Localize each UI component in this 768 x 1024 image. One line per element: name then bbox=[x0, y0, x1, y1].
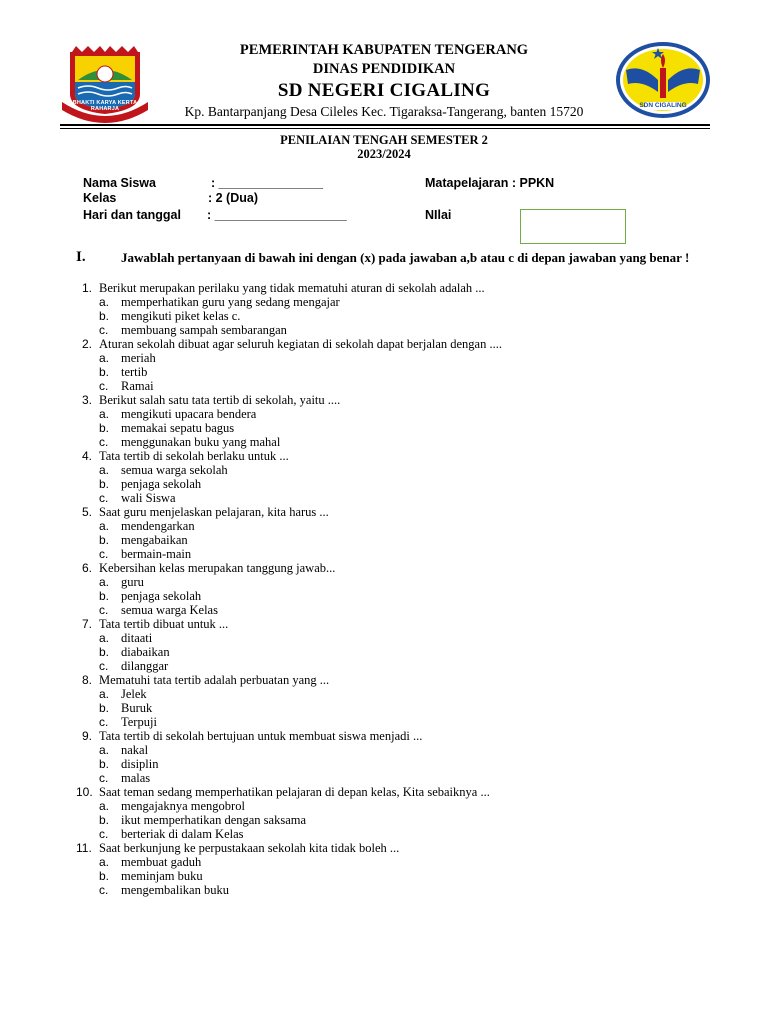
class-value: : 2 (Dua) bbox=[208, 191, 258, 205]
question-number: 1. bbox=[82, 281, 93, 295]
option-text[interactable]: mengembalikan buku bbox=[121, 883, 229, 897]
option-letter[interactable]: b. bbox=[99, 701, 110, 715]
question-text: Saat teman sedang memperhatikan pelajaran di depan kelas, Kita sebaiknya ... bbox=[99, 785, 490, 799]
option-letter[interactable]: a. bbox=[99, 463, 110, 477]
question-text: Tata tertib di sekolah berlaku untuk ... bbox=[99, 449, 289, 463]
exam-title: PENILAIAN TENGAH SEMESTER 2 bbox=[280, 133, 488, 147]
question-number: 7. bbox=[82, 617, 93, 631]
question-number: 3. bbox=[82, 393, 93, 407]
question-text: Aturan sekolah dibuat agar seluruh kegiatan di sekolah dapat berjalan dengan .... bbox=[99, 337, 502, 351]
option-text[interactable]: malas bbox=[121, 771, 151, 785]
option-text[interactable]: mendengarkan bbox=[121, 519, 195, 533]
option-letter[interactable]: c. bbox=[99, 771, 109, 785]
option-letter[interactable]: a. bbox=[99, 575, 110, 589]
sdn-cigaling-logo bbox=[614, 40, 712, 120]
option-text[interactable]: memperhatikan guru yang sedang mengajar bbox=[121, 295, 340, 309]
question-text: Tata tertib di sekolah bertujuan untuk membuat siswa menjadi ... bbox=[99, 729, 423, 743]
question-number: 9. bbox=[82, 729, 93, 743]
date-field[interactable]: : ___________________ bbox=[207, 208, 347, 222]
logo-motto-text: BHAKTI KARYA KERTA RAHARJA bbox=[72, 100, 138, 112]
option-letter[interactable]: a. bbox=[99, 519, 110, 533]
option-letter[interactable]: a. bbox=[99, 687, 110, 701]
name-field[interactable]: : _______________ bbox=[211, 176, 323, 190]
option-text[interactable]: mengikuti upacara bendera bbox=[121, 407, 257, 421]
option-letter[interactable]: c. bbox=[99, 603, 109, 617]
option-text[interactable]: ikut memperhatikan dengan saksama bbox=[121, 813, 307, 827]
option-text[interactable]: penjaga sekolah bbox=[121, 589, 202, 603]
option-letter[interactable]: c. bbox=[99, 379, 109, 393]
question-text: Berikut salah satu tata tertib di sekolah, yaitu .... bbox=[99, 393, 341, 407]
question-number: 2. bbox=[82, 337, 93, 351]
option-text[interactable]: mengajaknya mengobrol bbox=[121, 799, 245, 813]
option-letter[interactable]: b. bbox=[99, 589, 110, 603]
option-text[interactable]: semua warga Kelas bbox=[121, 603, 218, 617]
option-text[interactable]: Terpuji bbox=[121, 715, 157, 729]
section-instruction: Jawablah pertanyaan di bawah ini dengan (x) pada jawaban a,b atau c di depan jawaban yang benar ! bbox=[121, 250, 690, 265]
question-text: Berikut merupakan perilaku yang tidak mematuhi aturan di sekolah adalah ... bbox=[99, 281, 485, 295]
option-letter[interactable]: c. bbox=[99, 659, 109, 673]
question-number: 11. bbox=[76, 841, 92, 855]
option-letter[interactable]: a. bbox=[99, 295, 110, 309]
question-text: Saat guru menjelaskan pelajaran, kita harus ... bbox=[99, 505, 329, 519]
option-letter[interactable]: c. bbox=[99, 827, 109, 841]
option-letter[interactable]: b. bbox=[99, 309, 110, 323]
question-number: 6. bbox=[82, 561, 93, 575]
option-letter[interactable]: a. bbox=[99, 407, 110, 421]
option-text[interactable]: membuat gaduh bbox=[121, 855, 202, 869]
class-label: Kelas bbox=[83, 191, 117, 205]
question-number: 4. bbox=[82, 449, 93, 463]
question-number: 8. bbox=[82, 673, 93, 687]
score-box[interactable] bbox=[520, 209, 626, 244]
option-text[interactable]: dilanggar bbox=[121, 659, 169, 673]
question-number: 10. bbox=[76, 785, 93, 799]
school-address: Kp. Bantarpanjang Desa Cileles Kec. Tigaraksa-Tangerang, banten 15720 bbox=[184, 104, 584, 119]
date-label: Hari dan tanggal bbox=[83, 208, 181, 222]
option-letter[interactable]: a. bbox=[99, 631, 110, 645]
question-text: Tata tertib dibuat untuk ... bbox=[99, 617, 229, 631]
government-title: PEMERINTAH KABUPATEN TENGERANG bbox=[239, 42, 529, 58]
option-text[interactable]: Buruk bbox=[121, 701, 153, 715]
option-letter[interactable]: c. bbox=[99, 547, 109, 561]
question-text: Saat berkunjung ke perpustakaan sekolah kita tidak boleh ... bbox=[99, 841, 400, 855]
exam-year: 2023/2024 bbox=[357, 147, 411, 161]
school-name: SD NEGERI CIGALING bbox=[277, 80, 491, 101]
option-text[interactable]: mengabaikan bbox=[121, 533, 188, 547]
option-text[interactable]: membuang sampah sembarangan bbox=[121, 323, 287, 337]
question-number: 5. bbox=[82, 505, 93, 519]
header-rule-thin bbox=[60, 128, 710, 129]
option-text[interactable]: disiplin bbox=[121, 757, 159, 771]
option-letter[interactable]: b. bbox=[99, 533, 110, 547]
option-text[interactable]: semua warga sekolah bbox=[121, 463, 228, 477]
header-rule-thick bbox=[60, 124, 710, 126]
option-letter[interactable]: a. bbox=[99, 351, 110, 365]
question-text: Kebersihan kelas merupakan tanggung jawab... bbox=[99, 561, 336, 575]
option-letter[interactable]: b. bbox=[99, 869, 110, 883]
department-title: DINAS PENDIDIKAN bbox=[312, 61, 456, 77]
option-letter[interactable]: b. bbox=[99, 813, 110, 827]
option-letter[interactable]: a. bbox=[99, 855, 110, 869]
option-letter[interactable]: c. bbox=[99, 491, 109, 505]
question-text: Mematuhi tata tertib adalah perbuatan yang ... bbox=[99, 673, 330, 687]
right-logo-text: SDN CIGALING bbox=[639, 102, 687, 109]
section-number: I. bbox=[76, 249, 86, 265]
option-text[interactable]: berteriak di dalam Kelas bbox=[121, 827, 244, 841]
option-text[interactable]: penjaga sekolah bbox=[121, 477, 202, 491]
option-text[interactable]: bermain-main bbox=[121, 547, 192, 561]
option-letter[interactable]: a. bbox=[99, 799, 110, 813]
option-letter[interactable]: a. bbox=[99, 743, 110, 757]
option-letter[interactable]: b. bbox=[99, 645, 110, 659]
option-text[interactable]: Jelek bbox=[121, 687, 147, 701]
option-letter[interactable]: c. bbox=[99, 323, 109, 337]
option-text[interactable]: mengikuti piket kelas c. bbox=[121, 309, 241, 323]
score-label: NIlai bbox=[425, 208, 452, 222]
option-letter[interactable]: b. bbox=[99, 421, 110, 435]
option-text[interactable]: guru bbox=[121, 575, 144, 589]
option-letter[interactable]: b. bbox=[99, 477, 110, 491]
option-text[interactable]: tertib bbox=[121, 365, 148, 379]
option-text[interactable]: wali Siswa bbox=[121, 491, 176, 505]
option-text[interactable]: memakai sepatu bagus bbox=[121, 421, 235, 435]
option-letter[interactable]: c. bbox=[99, 883, 109, 897]
option-letter[interactable]: c. bbox=[99, 715, 109, 729]
option-letter[interactable]: c. bbox=[99, 435, 109, 449]
option-text[interactable]: diabaikan bbox=[121, 645, 170, 659]
option-text[interactable]: menggunakan buku yang mahal bbox=[121, 435, 281, 449]
option-text[interactable]: meminjam buku bbox=[121, 869, 203, 883]
subject-label: Matapelajaran : PPKN bbox=[425, 176, 555, 190]
option-text[interactable]: meriah bbox=[121, 351, 156, 365]
name-label: Nama Siswa bbox=[83, 176, 156, 190]
option-text[interactable]: ditaati bbox=[121, 631, 153, 645]
option-letter[interactable]: b. bbox=[99, 757, 110, 771]
option-text[interactable]: Ramai bbox=[121, 379, 154, 393]
option-text[interactable]: nakal bbox=[121, 743, 149, 757]
option-letter[interactable]: b. bbox=[99, 365, 110, 379]
